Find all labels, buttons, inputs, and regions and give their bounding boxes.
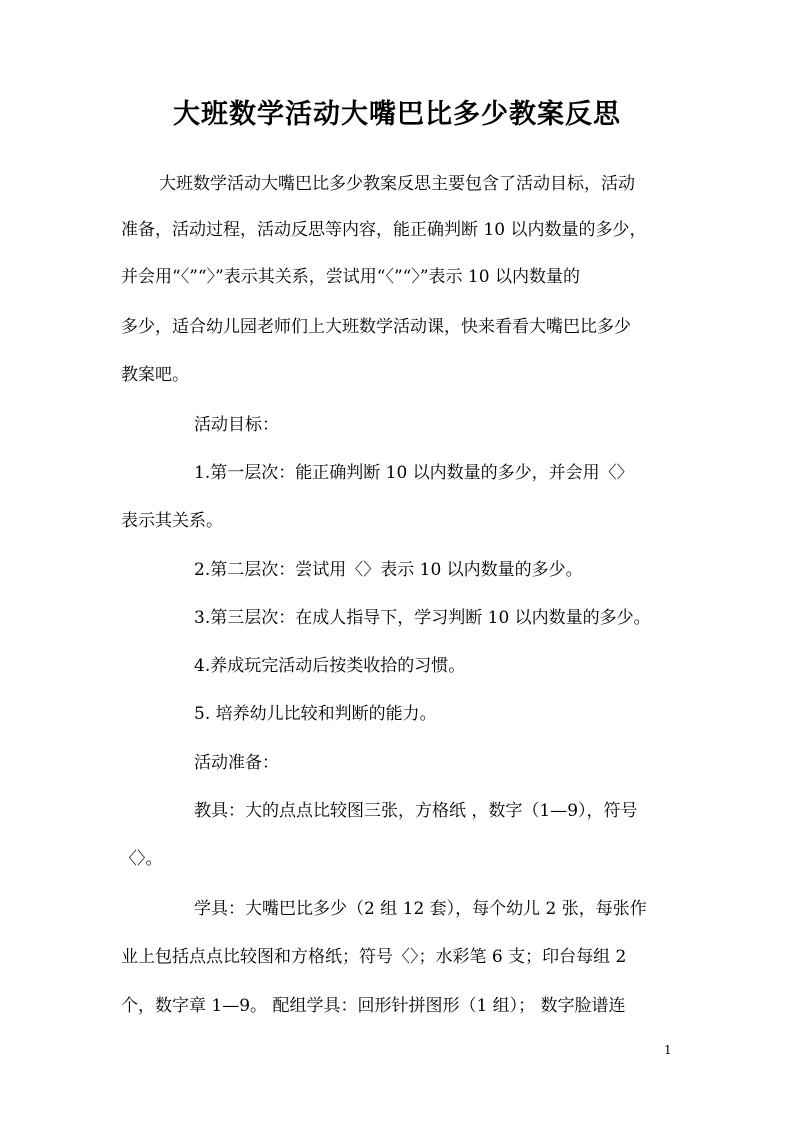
section-heading-goals: 活动目标： <box>194 415 279 435</box>
learning-tools-line-1: 学具：大嘴巴比多少（2 组 12 套），每个幼儿 2 张，每张作 <box>194 899 647 919</box>
page-number: 1 <box>664 1043 672 1057</box>
goal-item-1-continued: 表示其关系。 <box>121 511 223 531</box>
goal-item-5: 5. 培养幼儿比较和判断的能力。 <box>194 704 437 724</box>
learning-tools-line-2: 业上包括点点比较图和方格纸；符号〈〉；水彩笔 6 支；印台每组 2 <box>121 947 627 967</box>
paragraph-line-5: 教案吧。 <box>121 365 189 385</box>
teaching-aids-line-1: 教具：大的点点比较图三张，方格纸 ，数字（1—9），符号 <box>194 801 638 821</box>
goal-item-1: 1.第一层次：能正确判断 10 以内数量的多少，并会用〈〉 <box>194 463 634 483</box>
paragraph-line-2: 准备，活动过程，活动反思等内容，能正确判断 10 以内数量的多少， <box>121 220 647 240</box>
paragraph-line-3: 并会用“〈”“〉”表示其关系，尝试用“〈”“〉”表示 10 以内数量的 <box>121 267 580 287</box>
goal-item-3: 3.第三层次：在成人指导下，学习判断 10 以内数量的多少。 <box>194 608 651 628</box>
paragraph-line-1: 大班数学活动大嘴巴比多少教案反思主要包含了活动目标，活动 <box>159 174 635 194</box>
document-title: 大班数学活动大嘴巴比多少教案反思 <box>173 99 621 130</box>
goal-item-4: 4.养成玩完活动后按类收拾的习惯。 <box>194 656 466 676</box>
paragraph-line-4: 多少，适合幼儿园老师们上大班数学活动课，快来看看大嘴巴比多少 <box>121 317 631 337</box>
learning-tools-line-3: 个，数字章 1—9。 配组学具：回形针拼图形（1 组）； 数字脸谱连 <box>121 996 626 1016</box>
goal-item-2: 2.第二层次：尝试用〈〉表示 10 以内数量的多少。 <box>194 560 583 580</box>
section-heading-preparation: 活动准备： <box>194 753 279 773</box>
teaching-aids-line-2: 〈〉。 <box>120 849 163 869</box>
